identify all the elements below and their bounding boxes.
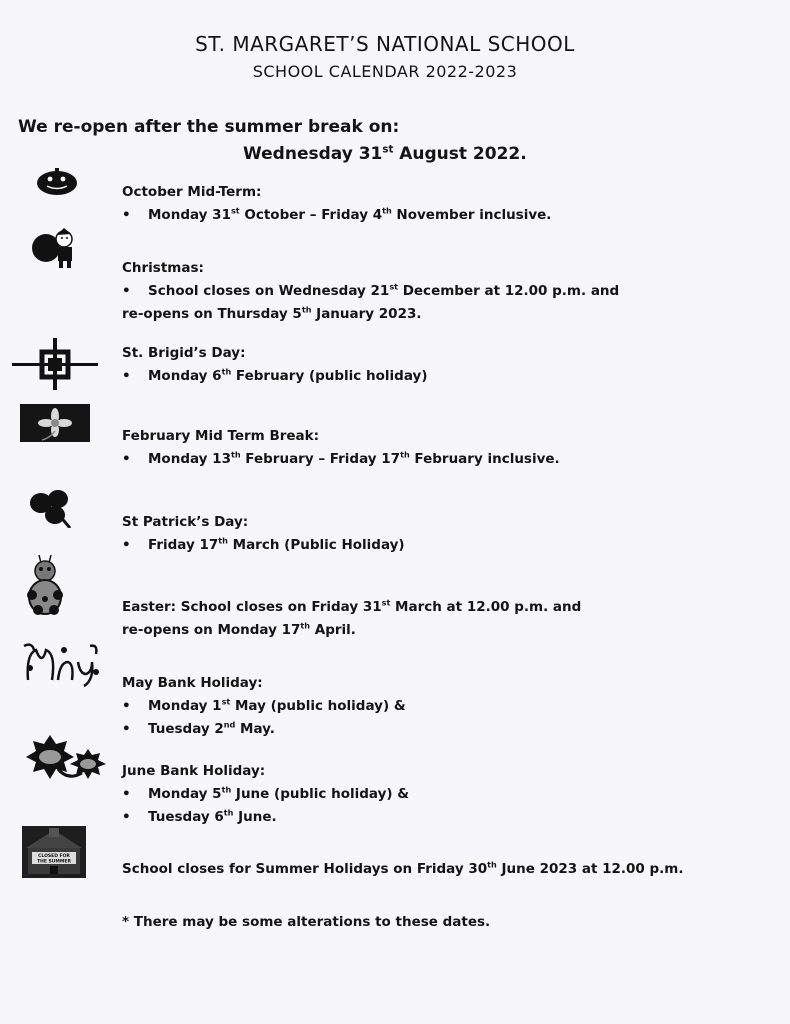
- school-closed-icon: [22, 826, 86, 878]
- summer-closing-line: School closes for Summer Holidays on Friday 30th June 2023 at 12.00 p.m.: [122, 859, 684, 877]
- easter-line-1: Easter: School closes on Friday 31st March at 12.00 p.m. and: [122, 597, 582, 615]
- section-heading: St. Brigid’s Day:: [122, 345, 246, 361]
- list-item: • Monday 1st May (public holiday) &: [122, 695, 762, 718]
- brigid-section: [122, 342, 762, 388]
- list-item: • Friday 17th March (Public Holiday): [122, 534, 762, 557]
- easter-chick-icon: [22, 555, 68, 617]
- svg-text:THE SUMMER: THE SUMMER: [37, 859, 71, 865]
- easter-line-2: re-opens on Monday 17th April.: [122, 620, 356, 638]
- october-midterm-section: [122, 181, 762, 227]
- may-lettering-icon: [22, 640, 100, 688]
- svg-text:CLOSED FOR: CLOSED FOR: [38, 854, 70, 859]
- list-item: • Tuesday 2nd May.: [122, 718, 762, 741]
- section-heading: St Patrick’s Day:: [122, 514, 249, 530]
- list-item: • School closes on Wednesday 21st December at 12.00 p.m. and: [122, 280, 762, 303]
- list-item: • Monday 6th February (public holiday): [122, 365, 762, 388]
- school-name: ST. MARGARET’S NATIONAL SCHOOL: [195, 32, 575, 56]
- section-heading: Christmas:: [122, 260, 204, 276]
- alterations-note: * There may be some alterations to these dates.: [122, 914, 491, 930]
- santa-icon: [30, 228, 82, 270]
- patrick-section: [122, 511, 762, 557]
- section-heading: October Mid-Term:: [122, 184, 262, 200]
- section-heading: May Bank Holiday:: [122, 675, 263, 691]
- list-item: • Monday 13th February – Friday 17th February inclusive.: [122, 448, 762, 471]
- daffodil-icon: [20, 404, 90, 442]
- list-item: • Monday 31st October – Friday 4th November inclusive.: [122, 204, 762, 227]
- section-heading: February Mid Term Break:: [122, 428, 320, 444]
- february-midterm-section: [122, 425, 762, 471]
- list-item: • Tuesday 6th June.: [122, 806, 762, 829]
- christmas-section: [122, 257, 762, 326]
- june-bank-holiday-section: [122, 760, 762, 829]
- summer-closing-section: [122, 858, 762, 881]
- reopen-intro: We re-open after the summer break on:: [18, 117, 400, 137]
- reopen-date: Wednesday 31st August 2022.: [243, 144, 527, 164]
- brigid-cross-icon: [12, 338, 98, 390]
- easter-section: [122, 596, 762, 642]
- sunflower-icon: [20, 735, 110, 781]
- section-heading: June Bank Holiday:: [122, 763, 266, 779]
- may-bank-holiday-section: [122, 672, 762, 741]
- list-item-continued: re-opens on Thursday 5th January 2023.: [122, 304, 422, 322]
- pumpkin-icon: [36, 168, 78, 196]
- shamrock-icon: [28, 490, 78, 528]
- list-item: • Monday 5th June (public holiday) &: [122, 783, 762, 806]
- calendar-title: SCHOOL CALENDAR 2022-2023: [252, 62, 518, 81]
